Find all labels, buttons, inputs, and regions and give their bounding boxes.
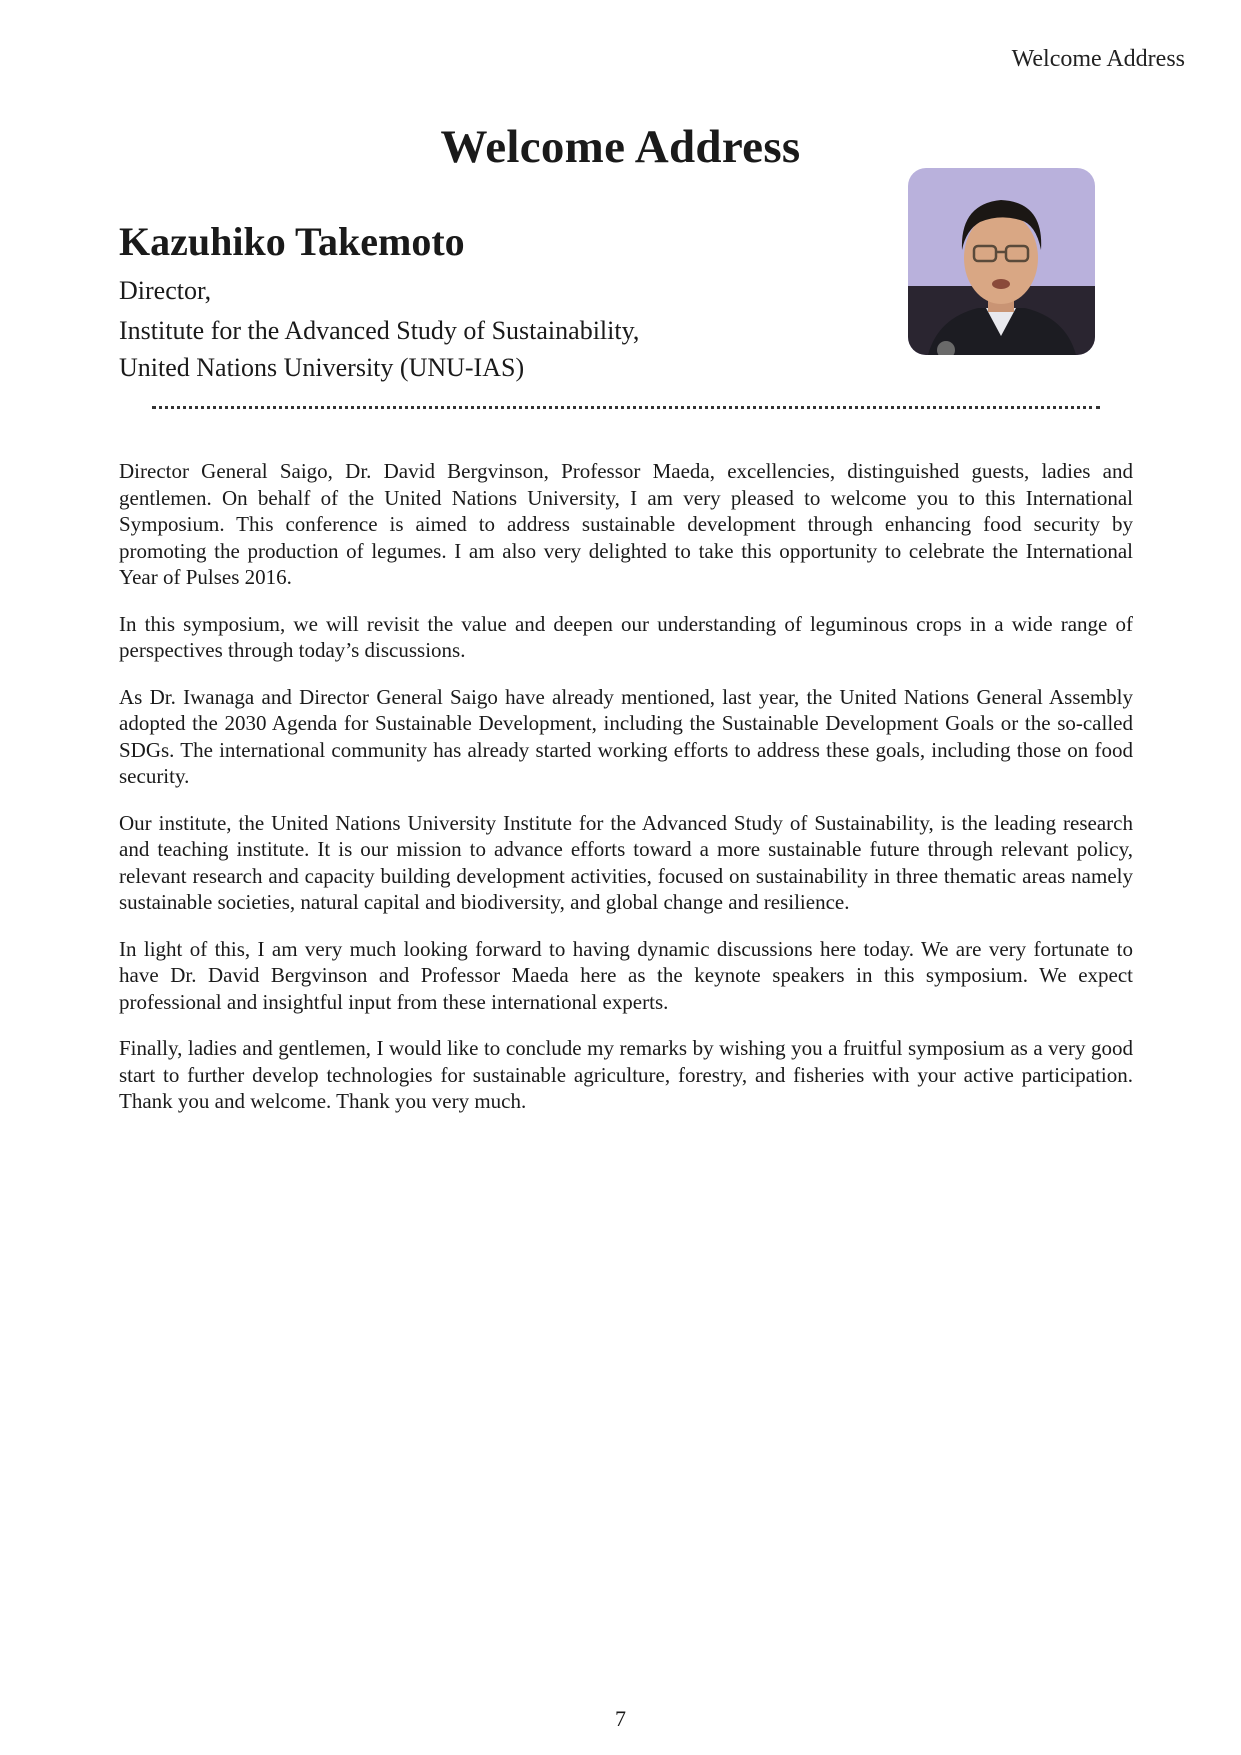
address-body	[119, 458, 1133, 1135]
paragraph: As Dr. Iwanaga and Director General Saigo have already mentioned, last year, the United Nations General Assembly adopted the 2030 Agenda for Sustainable Development, including the Sustainable Development Goals or the so-called SDGs. The international community has already started working efforts to address these goals, including those on food security.	[119, 684, 1133, 788]
dotted-divider	[152, 406, 1100, 409]
speaker-portrait-icon	[908, 168, 1095, 355]
paragraph: Our institute, the United Nations University Institute for the Advanced Study of Sustainability, is the leading research and teaching institute. It is our mission to advance efforts toward a more sustainable future through relevant policy, relevant research and capacity building development activities, focused on sustainability in three thematic areas namely sustainable societies, natural capital and biodiversity, and global change and resilience.	[119, 810, 1133, 914]
paragraph: In this symposium, we will revisit the value and deepen our understanding of leguminous crops in a wide range of perspectives through today’s discussions.	[119, 611, 1133, 662]
speaker-photo	[908, 168, 1095, 355]
speaker-position: Director,	[119, 276, 212, 305]
speaker-institute: Institute for the Advanced Study of Sustainability,	[119, 316, 640, 345]
speaker-name: Kazuhiko Takemoto	[119, 219, 465, 264]
page-number: 7	[615, 1706, 626, 1731]
running-header: Welcome Address	[1011, 46, 1185, 72]
page-title: Welcome Address	[440, 121, 801, 173]
speaker-university: United Nations University (UNU-IAS)	[119, 353, 525, 382]
paragraph: Finally, ladies and gentlemen, I would like to conclude my remarks by wishing you a fruitful symposium as a very good start to further develop technologies for sustainable agriculture, forestry, and fisheries with your active participation. Thank you and welcome. Thank you very much.	[119, 1036, 1133, 1113]
paragraph: In light of this, I am very much looking forward to having dynamic discussions here today. We are very fortunate to have Dr. David Bergvinson and Professor Maeda here as the keynote speakers in this symposium. We expect professional and insightful input from these international experts.	[119, 936, 1133, 1014]
paragraph: Director General Saigo, Dr. David Bergvinson, Professor Maeda, excellencies, distinguished guests, ladies and gentlemen. On behalf of the United Nations University, I am very pleased to welcome you to this International Symposium. This conference is aimed to address sustainable development through enhancing food security by promoting the production of legumes. I am also very delighted to take this opportunity to celebrate the International Year of Pulses 2016.	[119, 459, 1133, 589]
